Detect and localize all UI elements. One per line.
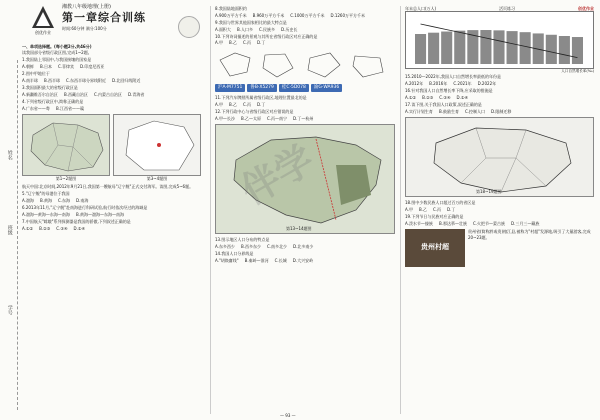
option-row <box>405 207 594 212</box>
answer-option: B.人口多 <box>236 26 253 32</box>
population-bar <box>493 31 504 65</box>
answer-option: C.内蒙古自治区 <box>93 91 123 97</box>
answer-option: C.丙 <box>432 206 442 212</box>
answer-option: C.民族多 <box>258 26 276 32</box>
question-list-2 <box>22 191 202 231</box>
answer-option: B.江西省——赣 <box>55 105 84 111</box>
option-row <box>215 27 395 32</box>
answer-option: A.甲 <box>215 101 223 107</box>
answer-option: A.新疆维吾尔自治区 <box>22 91 58 97</box>
answer-option: D.①④ <box>73 225 86 231</box>
answer-option: B.秦岭—淮河 <box>244 257 269 263</box>
answer-option: D.丁—杭州 <box>293 115 314 121</box>
license-plate: 沪A·M7751 <box>215 84 245 92</box>
population-bar <box>441 32 452 64</box>
answer-option: A.南半球 <box>22 77 38 83</box>
column-1 <box>22 42 202 412</box>
question-list <box>215 6 395 46</box>
question-text: 11.下列汽车牌照所属省级行政区,地理位置最北的是 <box>215 94 307 100</box>
logo <box>30 4 56 36</box>
question-list <box>22 57 202 111</box>
answer-option: D.1260万平方千米 <box>330 12 366 18</box>
answer-option: C.控制人口 <box>464 108 486 114</box>
question-list-2 <box>215 95 395 121</box>
option-row <box>22 212 202 217</box>
answer-option: B.乙 <box>418 206 427 212</box>
column-2 <box>210 6 395 414</box>
option-row <box>22 78 202 83</box>
watermark: 伴学 <box>233 137 322 214</box>
population-bar <box>520 33 531 65</box>
answer-option: C.东海 <box>57 198 71 204</box>
question-text: 17.读下图,关于我国人口政策,叙述正确的是 <box>405 101 482 107</box>
population-bar <box>454 31 465 64</box>
question-text: 12.下列行政中心与省级行政区对应错误的是 <box>215 108 294 114</box>
ethnic-map <box>405 117 594 197</box>
answer-option: B.黄海 <box>39 198 52 204</box>
option-row <box>405 221 594 226</box>
option-row <box>215 258 395 263</box>
province-outlines <box>215 50 390 80</box>
question-text: 16.针对我国人口自然增长率下降,应采取的措施是 <box>405 88 493 94</box>
option-row <box>405 109 594 114</box>
question-text: 8.我国陆地面积约 <box>215 6 247 11</box>
population-bar <box>480 30 491 64</box>
answer-option: C.③④ <box>439 94 451 100</box>
option-row <box>405 81 594 86</box>
banner-image: 贵州村超 <box>405 229 465 267</box>
top-right-logo: 创优作业 <box>578 6 594 11</box>
answer-option: D.南海 <box>76 198 89 204</box>
question-text: 19.下列节日与民族对应正确的是 <box>405 213 464 219</box>
option-row <box>22 226 202 231</box>
page-number: — 93 — <box>280 412 296 418</box>
question-list-2 <box>405 200 594 226</box>
answer-option: B.960万平方千米 <box>252 12 285 18</box>
answer-option: A.渤海—黄海—东海—南海 <box>22 211 70 217</box>
province-map-b <box>113 114 201 176</box>
question-text: 1.我国陆上邻国中,与我国接壤的国家是 <box>22 57 92 63</box>
answer-option: D.青海省 <box>128 91 145 97</box>
answer-option: B.日本 <box>39 64 52 70</box>
option-row <box>22 92 202 97</box>
question-text: 18.图中少数民族人口超过百万的省区是 <box>405 200 476 206</box>
answer-option: B.②③ <box>39 225 51 231</box>
answer-option: C.2021年 <box>453 81 472 87</box>
question-text: 14.我国人口分界线是 <box>215 250 254 256</box>
answer-option: A.甲—长沙 <box>215 115 235 121</box>
class-label: 班级 <box>6 225 13 235</box>
license-plate: 渝G·WA936 <box>311 84 342 92</box>
option-row <box>215 40 395 45</box>
option-row <box>215 102 395 107</box>
question-text: 13.图示地区人口分布的特点是 <box>215 236 270 242</box>
answer-option: C.丙 <box>242 40 252 46</box>
answer-option: A.甲 <box>405 206 413 212</box>
option-row <box>22 64 202 69</box>
answer-option: C.南多北少 <box>266 243 288 249</box>
answer-option: D.三月三—藏族 <box>511 220 540 226</box>
answer-option: D.丁 <box>257 40 266 46</box>
question-list-3 <box>215 237 395 263</box>
passage: 航天中国:北京时间,2012年9月21日,我国第一艘航母"辽宁舰"正式交付海军。读图,完成5~6题。 <box>22 184 194 190</box>
question-text: 7.中国航天"嫦娥"系列探测器是我国的骄傲,下列叙述正确的是 <box>22 218 131 224</box>
name-label: 姓名 <box>6 150 13 160</box>
answer-option: A.泼水节—傣族 <box>405 220 433 226</box>
answer-option: A."胡焕庸线" <box>215 257 239 263</box>
map-caption: 第18~19题图 <box>476 188 502 194</box>
map-caption-b: 第3~4题图 <box>146 175 168 181</box>
option-row <box>22 198 202 203</box>
question-list <box>405 74 594 114</box>
answer-option: D.北回归线附近 <box>112 77 141 83</box>
answer-option: D.印度尼西亚 <box>80 64 105 70</box>
question-text: 15.2010—2022年,我国人口自然增长率最低的年份是 <box>405 74 501 80</box>
option-row <box>405 95 594 100</box>
question-text: 2.图中甲地位于 <box>22 71 50 77</box>
passage: 贵州省(简称黔或贵)榕江县,被称为"村超"发源地,吸引了大量游客,完成20~23题。 <box>468 229 591 240</box>
option-row <box>215 116 395 121</box>
answer-option: A.①② <box>22 225 34 231</box>
option-row <box>215 13 395 18</box>
answer-option: A.实行计划生育 <box>405 108 433 114</box>
answer-option: D.①④ <box>456 94 469 100</box>
answer-option: C.丙 <box>242 101 252 107</box>
question-text: 10.下列诗词描述的景观与其所在省级行政区对应正确的是 <box>215 33 318 39</box>
answer-option: A.900万平方千米 <box>215 12 247 18</box>
map-row <box>22 114 202 181</box>
license-plate: 鲁B·X5279 <box>247 84 277 92</box>
population-bar <box>572 37 583 64</box>
population-chart <box>405 11 594 69</box>
top-right-label: 活页练习 <box>499 6 516 11</box>
question-text: 4.下列省级行政区中,简称正确的是 <box>22 98 84 104</box>
seal <box>178 16 200 38</box>
question-text: 3.我国面积最大的省级行政区是 <box>22 84 78 90</box>
answer-option: D.丁 <box>257 101 266 107</box>
answer-option: D.北多南少 <box>293 243 314 249</box>
answer-option: D.历史长 <box>281 26 298 32</box>
answer-option: C.长城 <box>274 257 287 263</box>
series-title: 湘教八年级地理(上册) <box>62 4 111 10</box>
population-map <box>215 124 395 234</box>
chart-title: 年末总人口(万人) <box>405 6 437 11</box>
binding-line <box>17 60 18 410</box>
answer-option: A.甲 <box>215 40 223 46</box>
population-bar <box>559 36 570 64</box>
column-3 <box>400 6 594 414</box>
population-bar <box>546 35 557 64</box>
id-label: 学号 <box>6 305 13 315</box>
section-title: 一、单项选择题。(每小题2分,共46分) <box>22 44 92 49</box>
answer-option: B.乙 <box>228 101 237 107</box>
license-plate: 桂C·5D078 <box>279 84 309 92</box>
chart-legend: 人口自然增长率(‰) <box>561 69 594 74</box>
option-row <box>215 244 395 249</box>
answer-option: A.2012年 <box>405 81 424 87</box>
answer-option: B.西藏自治区 <box>63 91 88 97</box>
answer-option: A.广东省——粤 <box>22 105 50 111</box>
question-text: 6.2013年11月,"辽宁舰"赴南海进行科研试验,航行时依次经过的海域是 <box>22 204 148 210</box>
logo-text: 创优作业 <box>35 30 51 36</box>
answer-option: A.朝鲜 <box>22 64 34 70</box>
answer-option: A.①② <box>405 94 417 100</box>
answer-option: C.菲律宾 <box>57 64 75 70</box>
intro-text: 读我国部分省级行政区图,完成1~2题。 <box>22 50 92 56</box>
answer-option: B.2016年 <box>429 81 448 87</box>
answer-option: D.大兴安岭 <box>292 257 314 263</box>
answer-option: C.③④ <box>56 225 68 231</box>
question-text: 9.我国与世界其他国家相比的最大特点是 <box>215 19 287 25</box>
answer-option: B.乙—太原 <box>240 115 261 121</box>
province-map-a <box>22 114 110 176</box>
question-text: 5."辽宁舰"的母港位于我国 <box>22 191 70 197</box>
answer-option: C.火把节—蒙古族 <box>472 220 506 226</box>
exam-meta: 时间:60分钟 满分:100分 <box>62 25 107 31</box>
answer-option: D.2022年 <box>477 81 497 87</box>
option-row <box>22 106 202 111</box>
answer-option: B.黄海—渤海—东海—南海 <box>75 211 124 217</box>
answer-option: B.②③ <box>422 94 434 100</box>
answer-option: B.那达慕—壮族 <box>438 220 467 226</box>
population-bar <box>507 31 518 64</box>
population-bar <box>415 34 426 64</box>
map-caption: 第13~14题图 <box>286 225 312 231</box>
answer-option: C.1000万平方千米 <box>290 12 325 18</box>
answer-option: B.鼓励生育 <box>438 108 459 114</box>
answer-option: B.乙 <box>228 40 237 46</box>
population-bar <box>428 33 439 64</box>
answer-option: A.渤海 <box>22 198 34 204</box>
plate-row <box>215 84 395 92</box>
answer-option: C.丙—南宁 <box>266 115 288 121</box>
answer-option: A.东多西少 <box>215 243 235 249</box>
answer-option: B.西多东少 <box>240 243 261 249</box>
map-caption-a: 第1~2题图 <box>55 175 77 181</box>
page-title: 第一章综合训练 <box>62 10 146 24</box>
answer-option: D.丁 <box>447 206 456 212</box>
answer-option: A.面积大 <box>215 26 231 32</box>
answer-option: D.限制迁移 <box>491 108 512 114</box>
province-shapes <box>215 50 395 80</box>
answer-option: C.东西半球分界线附近 <box>65 77 107 83</box>
answer-option: B.西半球 <box>43 77 60 83</box>
